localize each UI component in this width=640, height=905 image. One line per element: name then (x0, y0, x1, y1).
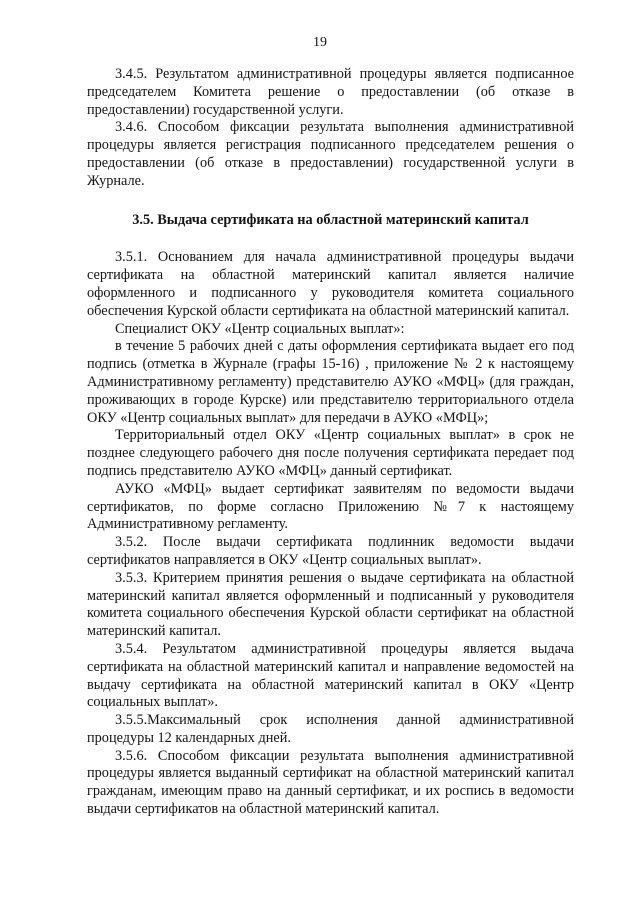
paragraph-3-5-3: 3.5.3. Критерием принятия решения о выдаче сертификата на областной материнский капитал является оформленный и подписанный у руководителя комитета социального обеспечения Курской области сертификат на областной материнский капитал. (87, 569, 574, 640)
paragraph-3-5-6: 3.5.6. Способом фиксации результата выполнения административной процедуры является выданный сертификат на областной материнский капитал гражданам, имеющим право на данный сертификат, и их роспись в ведомости выдачи сертификатов на областной материнский капитал. (87, 747, 574, 818)
paragraph-3-5-1: 3.5.1. Основанием для начала административной процедуры выдачи сертификата на областной материнский капитал является наличие оформленного и подписанного у руководителя комитета социального обеспечения Курской области сертификата на областной материнский капитал. (87, 249, 574, 319)
paragraph-mfc-issues: АУКО «МФЦ» выдает сертификат заявителям по ведомости выдачи сертификатов, по форме согласно Приложению №7 к настоящему Административному регламенту. (87, 480, 574, 533)
page-number: 19 (313, 35, 327, 50)
paragraph-specialist: Специалист ОКУ «Центр социальных выплат»: (115, 320, 405, 337)
paragraph-3-5-4: 3.5.4. Результатом административной процедуры является выдача сертификата на областной материнский капитал и направление ведомостей на выдачу сертификата на областной материнский капитал в ОКУ «Центр социальных выплат». (87, 640, 574, 711)
paragraph-3-4-6: 3.4.6. Способом фиксации результата выполнения административной процедуры является регистрация подписанного председателем решения о предоставлении (об отказе в предоставлении) государственной услуги в Журнале. (87, 119, 574, 189)
paragraph-territorial-office: Территориальный отдел ОКУ «Центр социальных выплат» в срок не позднее следующего рабочего дня после получения сертификата передает под подпись представителю АУКО «МФЦ» данный сертификат. (87, 427, 574, 479)
document-body (87, 66, 574, 819)
paragraph-3-5-5: 3.5.5.Максимальный срок исполнения данной административной процедуры 12 календарных дней. (87, 712, 574, 746)
section-heading: 3.5. Выдача сертификата на областной материнский капитал (132, 211, 529, 228)
paragraph-3-4-5: 3.4.5. Результатом административной процедуры является подписанное председателем Комитета решение о предоставлении (об отказе в предоставлении) государственной услуги. (87, 66, 574, 118)
paragraph-3-5-2: 3.5.2. После выдачи сертификата подлинник ведомости выдачи сертификатов направляется в ОКУ «Центр социальных выплат». (87, 534, 574, 568)
paragraph-issue-term: в течение 5 рабочих дней с даты оформления сертификата выдает его под подпись (отметка в Журнале (графы 15-16) , приложение № 2 к настоящему Административному регламенту) представителю АУКО «МФЦ» (для граждан, проживающих в городе Курске) или представителю территориального отдела ОКУ «Центр социальных выплат» для передачи в АУКО «МФЦ»; (87, 338, 574, 426)
